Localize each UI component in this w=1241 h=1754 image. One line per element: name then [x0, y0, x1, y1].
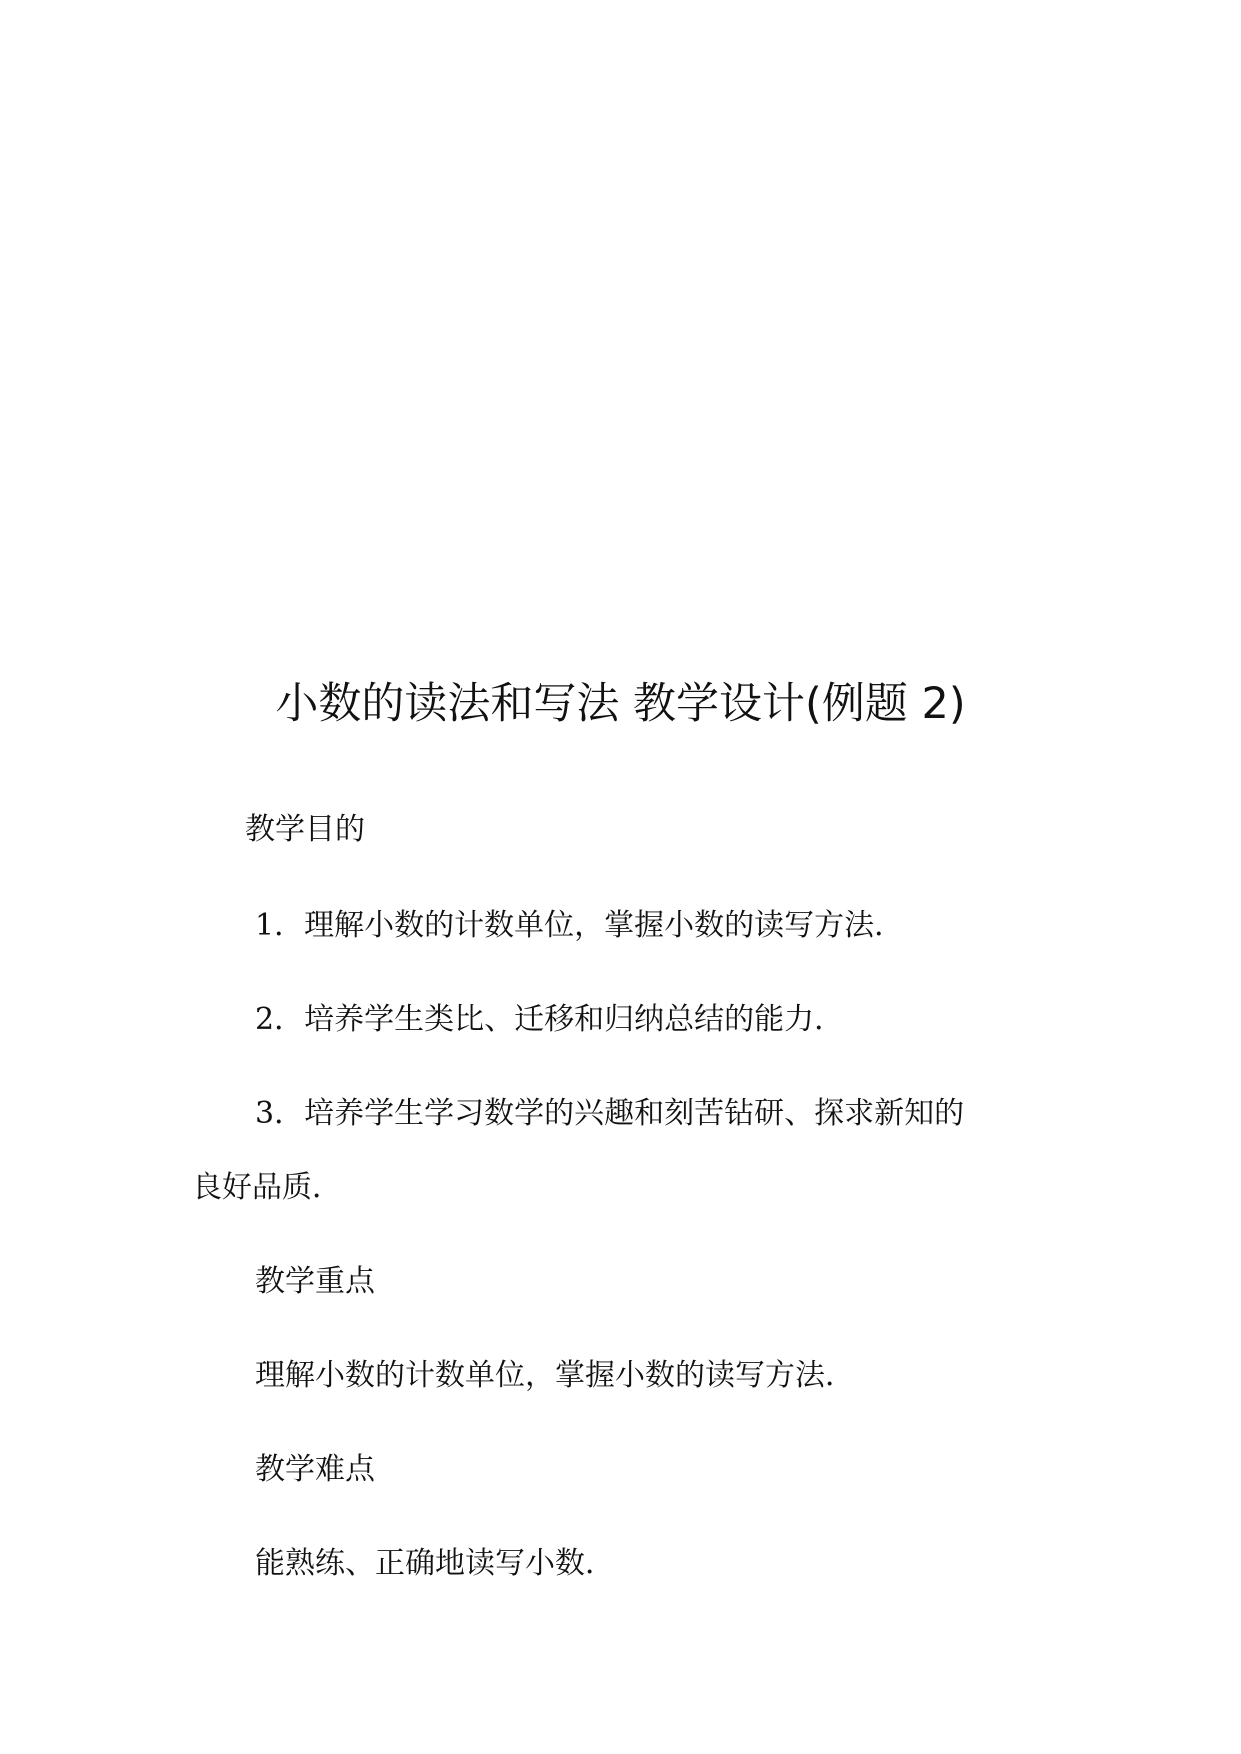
- objectives-heading: 教学目的: [245, 812, 365, 847]
- difficulty-text: 能熟练、正确地读写小数．: [255, 1546, 615, 1581]
- key-point-text: 理解小数的计数单位，掌握小数的读写方法．: [255, 1358, 855, 1393]
- objective-2: 2．培养学生类比、迁移和归纳总结的能力．: [255, 1002, 845, 1037]
- document-title: 小数的读法和写法 教学设计(例题 2): [275, 679, 966, 729]
- objective-3-line-2: 良好品质．: [192, 1170, 342, 1205]
- difficulty-heading: 教学难点: [255, 1452, 375, 1487]
- objective-3-line-1: 3．培养学生学习数学的兴趣和刻苦钻研、探求新知的: [255, 1096, 965, 1131]
- objective-1: 1．理解小数的计数单位，掌握小数的读写方法．: [255, 908, 905, 943]
- key-point-heading: 教学重点: [255, 1264, 375, 1299]
- objective-3: [192, 1094, 1062, 1208]
